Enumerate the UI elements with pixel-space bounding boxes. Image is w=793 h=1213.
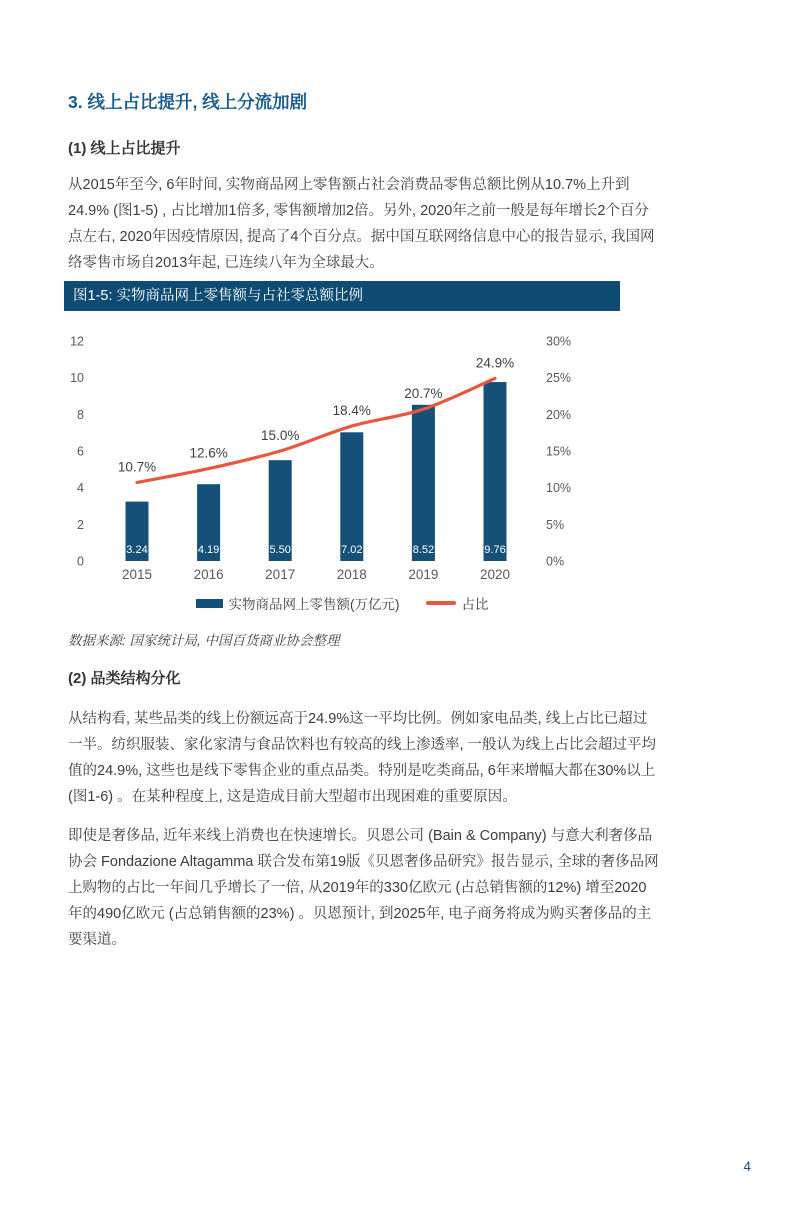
right-axis-tick-label: 30% [546,334,572,349]
left-axis-tick-label: 8 [77,407,84,422]
paragraph-1: 从2015年至今, 6年时间, 实物商品网上零售额占社会消费品零售总额比例从10.7%上升到24.9% (图1-5) , 占比增加1倍多, 零售额增加2倍。另外, 2020年之前一般是每年增长2个百分点左右, 2020年因疫情原因, 提高了4个百分点。据中国互联网络信息中心的报告显示, 我国网络零售市场自2013年起, 已连续八年为全球最大。 [68,177,655,271]
bar-value-label: 7.02 [341,544,363,556]
report-page [0,91,793,1174]
left-axis-tick-label: 0 [77,554,84,569]
right-axis-tick-label: 25% [546,371,572,386]
bar-value-label: 3.24 [126,544,148,556]
legend-item-line-series [426,593,489,613]
line-point-label: 18.4% [332,403,371,419]
legend-item-bar-series [196,593,400,613]
section-1-heading: (1) 线上占比提升 [68,140,181,157]
paragraph-3: 即使是奢侈品, 近年来线上消费也在快速增长。贝恩公司 (Bain & Company) 与意大利奢侈品协会 Fondazione Altagamma 联合发布第19版《贝恩奢侈品研究》报告显示, 全球的奢侈品网上购物的占比一年间几乎增长了一倍, 从2019年的330亿欧元 (占总销售额的12%) 增至2020年的490亿欧元 (占总销售额的23%) 。贝恩预计, 到2025年, 电子商务将成为购买奢侈品的主要渠道。 [68,828,659,948]
right-axis-tick-label: 0% [546,554,565,569]
x-axis-category-label: 2016 [193,567,224,582]
bar-2019 [412,405,435,561]
bar-series-swatch-icon [196,599,223,608]
left-axis-tick-label: 10 [70,371,84,386]
line-point-label: 24.9% [475,355,515,371]
bar-2018 [340,432,363,561]
data-source-note: 数据来源: 国家统计局, 中国百货商业协会整理 [68,633,340,648]
figure-1-5-combo-chart [64,319,620,587]
page-number: 4 [743,1159,751,1174]
left-axis-tick-label: 2 [77,517,84,532]
right-axis-tick-label: 10% [546,481,572,496]
x-axis-category-label: 2019 [408,567,439,582]
left-axis-tick-label: 4 [77,481,84,496]
bar-2020 [484,382,507,561]
left-axis-tick-label: 12 [70,334,84,349]
x-axis-category-label: 2017 [265,567,296,582]
chart-legend [64,593,620,613]
page-title: 3. 线上占比提升, 线上分流加剧 [68,92,308,112]
right-axis-tick-label: 20% [546,407,572,422]
bar-value-label: 8.52 [412,544,435,556]
line-point-label: 15.0% [261,428,300,443]
right-axis-tick-label: 15% [546,444,572,459]
x-axis-category-label: 2015 [121,567,153,582]
left-axis-tick-label: 6 [77,444,84,459]
bar-value-label: 4.19 [197,544,220,556]
bar-value-label: 9.76 [484,544,506,556]
line-series-swatch-icon [426,601,456,605]
x-axis-category-label: 2020 [479,567,511,582]
paragraph-2: 从结构看, 某些品类的线上份额远高于24.9%这一平均比例。例如家电品类, 线上占比已超过一半。纺织服装、家化家清与食品饮料也有较高的线上渗透率, 一般认为线上占比会超过平均值的24.9%, 这些也是线下零售企业的重点品类。特别是吃类商品, 6年来增幅大都在30%以上 (图1-6) 。在某种程度上, 这是造成目前大型超市出现困难的重要原因。 [68,711,657,805]
line-point-label: 12.6% [189,445,228,461]
bar-value-label: 5.50 [269,544,291,556]
line-point-label: 20.7% [404,386,443,402]
legend-bar-label: 实物商品网上零售额(万亿元) [228,597,400,612]
legend-line-label: 占比 [461,597,489,612]
figure-1-5-title-bar: 图1-5: 实物商品网上零售额与占社零总额比例 [64,281,620,311]
right-axis-tick-label: 5% [546,517,565,532]
section-2-heading: (2) 品类结构分化 [68,670,181,687]
x-axis-category-label: 2018 [336,567,367,582]
line-point-label: 10.7% [117,459,157,475]
